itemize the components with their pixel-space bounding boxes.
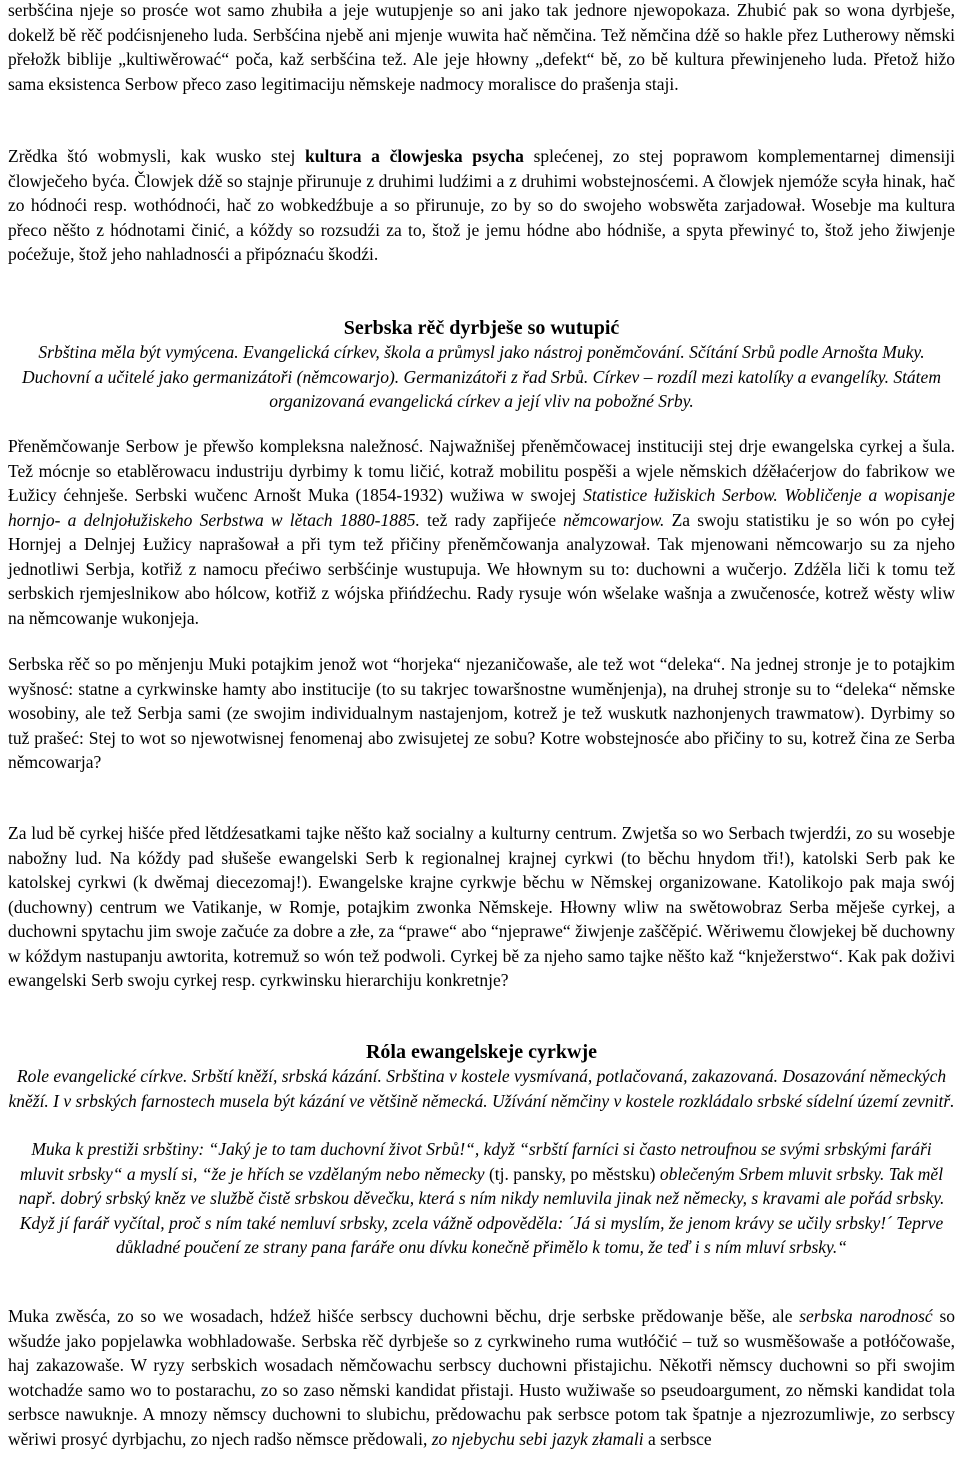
paragraph-intro: serbšćina njeje so prosće wot samo zhubiła a jeje wutupjenje so ani jako tak jednore njewopokaza. Zhubić pak so wona dyrbješe, dokelž bě rěč podćisnjeneho luda. Serbšćina njebě ani mjenje wuwita hač němčina. Tež němčina dźě so hakle přez Lutherowy němski přełožk biblije „kultiwěrować“ poča, kaž serbšćina tež. Ale jeje hłowny „defekt“ bě, zo bě kultura přewinjeneho luda. Přetož hižo sama eksistenca Serbow přeco zaso legitimaciju němskeje nadmocy moralisce do prašenja staji. [8,0,955,94]
section-summary-2a: Role evangelické církve. Srbští kněží, srbská kázání. Srbština v kostele vysmívaná, potlačovaná, zakazovaná. Dosazování německých kněží. I v srbských farnostech musela být kázání ve většině německá. Užívání němčiny v kostele rozkládalo srbské sídelní území zevnitř. [8,1066,955,1111]
paragraph-church-centre: Za lud bě cyrkej hišće před lětdźesatkami tajke něšto kaž socialny a kulturny centrum. Zwjetša so wo Serbach twjerdźi, zo su wosebje nabožny lud. Na kóždy pad słušeše ewangelski Serb k regionalnej krajnej cyrkwi (to běchu hnydom tři!), katolski Serb pak ke katolskej cyrkwi (k dwěmaj diecezomaj!). Ewangelske krajne cyrkwje běchu w Němskej organizowane. Katolikojo pak maja swój (duchowny) centrum we Vatikanje, w Romje, potajkim zwonka Němskeje. Hłowny wliw na swětowobraz Serba měješe cyrkej, a duchowni spytachu jim swoje začuće za dobre a złe, za “prawe“ abo “njeprawe“ žiwjenje zaščěpić. Wěriwemu člowjekej bě duchowny w kóždym nastupanju awtorita, kotremuž so wón tež podwoli. Cyrkej bě za njeho samo tajke něšto kaž “knježerstwo“. Kak pak doživi ewangelski Serb swoju cyrkej resp. cyrkwinsku hierarchiju konkretnje? [8,823,955,990]
section-heading-1: Serbska rěč dyrbješe so wutupić [343,317,620,339]
section-summary-1: Srbština měla být vymýcena. Evangelická církev, škola a průmysl jako nástroj poněmčování. Sčítání Srbů podle Arnošta Muky. Duchovní a učitelé jako germanizátoři (němcowarjo). Germanizátoři z řad Srbů. Církev – rozdíl mezi katolíky a evangelíky. Státem organizovaná evangelická církev a její vliv na pobožné Srby. [22,342,941,411]
paragraph-muka-opinion: Serbska rěč so po měnjenju Muki potajkim jenož wot “horjeka“ njezaničowaše, ale tež wot “deleka“. Na jednej stronje je to potajkim wyšnosć: statne a cyrkwinske hamty abo institucije (to su takrjec towaršnostne wuměnjenja), na druhej stronje su to “deleka“ němske wosobiny, ale tež Serbja sami (ze swojim individualnym nastajenjom, kotrež je tež wuskutk nazhonjenych trawmatow). Dyrbimy so tuž prašeć: Stej to wot so njewotwisnej fenomenaj abo zwisujetej ze sobu? Kotre wobstejnosće abo přičiny to su, kotrež čina ze Serba němcowarja? [8,654,955,772]
section-summary-2b: Muka k prestiži srbštiny: “Jaký je to tam duchovní život Srbů!“, když “srbští farníci si často netroufnou se svými srbskými faráři mluvit srbsky“ a myslí si, “že je hřích se vzdělaným nebo německy (tj. pansky, po městsku) oblečeným Srbem mluvit srbsky. Tak měl např. dobrý srbský kněz ve službě čistě srbskou děvečku, která s ním nikdy nemluvila jinak než německy, s kravami ale pořád srbsky. Když jí farář vyčítal, proč s ním také nemluví srbsky, zcela vážně odpověděla: ´Já si myslím, že jenom krávy se učily srbsky!´ Teprve důkladné poučení ze strany pana faráře onu dívku konečně přimělo k tomu, že teď i s ním mluví srbsky.“ [18,1139,945,1257]
bold-phrase: kultura a člowjeska psycha [305,146,524,166]
section-heading-2: Róla ewangelskeje cyrkwje [365,1041,598,1063]
paragraph-germanization: Přeněmčowanje Serbow je přewšo kompleksna naležnosć. Najwažnišej přeněmčowacej instituciji stej drje ewangelska cyrkej a šula. Tež mócnje so etablěrowacu industriju dyrbimy k tomu ličić, kotraž mobilitu pospěši a wjele němskich dźěłaćerjow do fabrikow we Łužicy ćehnješe. Serbski wučenc Arnošt Muka (1854-1932) wužiwa w swojej Statistice łužiskich Serbow. Wobličenje a wopisanje hornjo- a delnjołužiskeho Serbstwa w lětach 1880-1885. tež rady zapřijeće němcowarjow. Za swoju statistiku je so wón po cyłej Hornjej a Delnjej Łužicy naprašował a při tym tež přičiny přeněmčowanja analyzował. Tak mjenowani němcowarjo su za njeho jednotliwi Serbja, kotřiž z namocu přećiwo serbšćinje wustupuja. We hłownym su to: duchowni a wučerjo. Zdźěla liči k tomu tež serbskich rjemjeslnikow abo hólcow, kotřiž z wójska přińdźechu. Rady rysuje wón wšelake wašnja a zwučenosće, kotrež wěsty wliw na němcowanje wukonjeja. [8,436,955,628]
paragraph-culture-psyche: Zrědka štó wobmysli, kak wusko stej kultura a člowjeska psycha splećenej, zo stej poprawom komplementarnej dimensiji člowječeho byća. Člowjek dźě so stajnje přirunuje z druhimi ludźimi a z druhimi wobstejnosćemi. A člowjek njemóže scyła hinak, hač zo hódnoći resp. wothódnoći, hač zo wobkedźbuje a so přirunuje, zo by so do swojeho wobswěta zarjadował. Wosebje ma kultura přeco něšto z hódnotami činić, a kóždy so rozsudźi za to, štož je jemu hódne abo hódniše, a spyta přewinyć to, štož jeho žiwjenje pоćežuje, štož jeho nahladnosći a připóznaću škodźi. [8,146,955,264]
paragraph-muka-findings: Muka zwěsća, zo so we wosadach, hdźež hišće serbscy duchowni běchu, drje serbske prědowanje běše, ale serbska narodnosć so wšudźe jako popjelawka wobhladowaše. Serbska rěč dyrbješe so z cyrkwineho ruma wutłóčić – tuž so wusměšowaše a potłóčowaše, haj zakazowaše. W ryzy serbskich wosadach němčowachu serbscy duchowni přistajichu. Někotři němscy duchowni so při swojim wotchadźe samo wo to postarachu, zo so zaso němski kandidat přistaji. Husto wužiwaše so pseudoargument, zo němski kandidat tola serbsce nawuknje. A mnozy němscy duchowni to slubichu, prědowachu pak serbsce potom tak špatnje a njezrozumliwje, zo serbscy wěriwi prosyć dyrbjachu, zo njech radšo němsce prědowali, zo njebychu sebi jazyk złamali a serbsce [8,1306,955,1449]
